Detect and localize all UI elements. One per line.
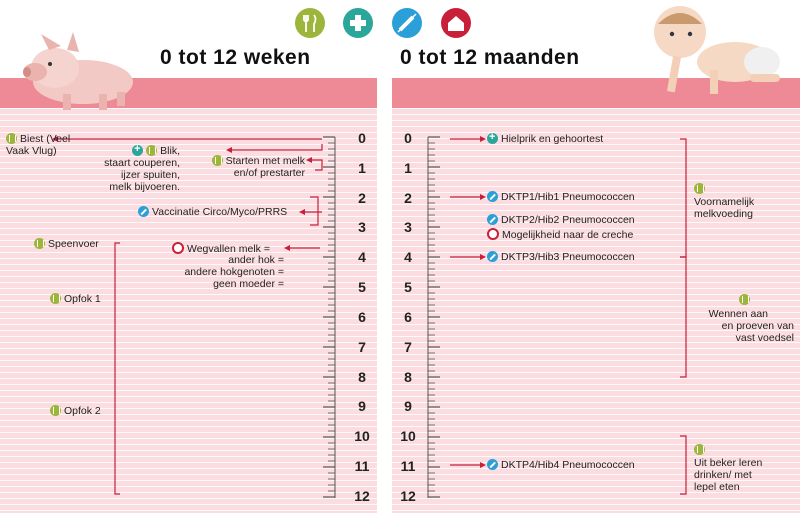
label-biest-2: Vaak Vlug) — [6, 145, 57, 157]
label-wegvallen: Wegvallen melk = — [172, 242, 270, 255]
syringe-icon — [487, 214, 498, 225]
scale-right-2: 2 — [404, 190, 412, 206]
scale-right-8: 8 — [404, 369, 412, 385]
fork-knife-icon — [50, 293, 61, 304]
scale-right-10: 10 — [400, 428, 416, 444]
syringe-icon — [487, 459, 498, 470]
label-vaccinatie: Vaccinatie Circo/Myco/PRRS — [138, 206, 287, 218]
label-starten: Starten met melk — [190, 155, 305, 167]
scale-right-9: 9 — [404, 398, 412, 414]
label-beker-2: drinken/ met — [694, 469, 752, 481]
house-icon — [172, 242, 184, 254]
fork-knife-icon — [50, 405, 61, 416]
label-wennen-2: en proeven van — [721, 320, 794, 332]
scale-left-12: 12 — [354, 488, 370, 504]
scale-right-7: 7 — [404, 339, 412, 355]
label-dktp3: DKTP3/Hib3 Pneumococcen — [487, 251, 635, 263]
label-hielprik: +Hielprik en gehoortest — [487, 133, 603, 145]
medical-cross-icon — [487, 133, 498, 144]
label-melkvoeding — [694, 183, 708, 195]
scale-left-11: 11 — [354, 458, 370, 474]
scale-right-12: 12 — [400, 488, 416, 504]
label-beker-1: Uit beker leren — [694, 457, 763, 469]
scale-right-11: 11 — [400, 458, 416, 474]
label-starten-2: en/of prestarter — [233, 167, 305, 179]
fork-knife-icon — [6, 133, 17, 144]
scale-left-5: 5 — [358, 279, 366, 295]
label-blik-3: ijzer spuiten, — [121, 169, 180, 181]
fork-knife-icon — [739, 294, 750, 305]
syringe-icon — [487, 251, 498, 262]
label-opfok-1: Opfok 1 — [50, 293, 101, 305]
scale-right-5: 5 — [404, 279, 412, 295]
fork-knife-icon — [694, 444, 705, 455]
label-dktp4: DKTP4/Hib4 Pneumococcen — [487, 459, 635, 471]
label-wennen — [690, 294, 790, 306]
label-opfok-2: Opfok 2 — [50, 405, 101, 417]
scale-left-1: 1 — [358, 160, 366, 176]
scale-left-0: 0 — [358, 130, 366, 146]
scale-right-1: 1 — [404, 160, 412, 176]
scale-right-3: 3 — [404, 219, 412, 235]
label-biest: Biest (Veel — [6, 133, 70, 145]
label-dktp1: DKTP1/Hib1 Pneumococcen — [487, 191, 635, 203]
medical-cross-icon — [132, 145, 143, 156]
fork-knife-icon — [212, 155, 223, 166]
title-left: 0 tot 12 weken — [160, 46, 311, 69]
syringe-icon — [138, 206, 149, 217]
label-wennen-1: Wennen aan — [708, 308, 768, 320]
title-right: 0 tot 12 maanden — [400, 46, 580, 69]
scale-left-7: 7 — [358, 339, 366, 355]
label-wennen-3: vast voedsel — [735, 332, 794, 344]
scale-left-9: 9 — [358, 398, 366, 414]
label-creche: Mogelijkheid naar de creche — [487, 228, 633, 241]
label-dktp2: DKTP2/Hib2 Pneumococcen — [487, 214, 635, 226]
label-wegvallen-3: andere hokgenoten = — [184, 266, 284, 278]
scale-left-8: 8 — [358, 369, 366, 385]
label-beker — [694, 444, 708, 456]
house-icon — [487, 228, 499, 240]
label-wegvallen-4: geen moeder = — [213, 278, 284, 290]
scale-right-4: 4 — [404, 249, 412, 265]
label-melkvoeding-2: melkvoeding — [694, 208, 753, 220]
scale-left-2: 2 — [358, 190, 366, 206]
scale-left-10: 10 — [354, 428, 370, 444]
scale-right-0: 0 — [404, 130, 412, 146]
scale-left-3: 3 — [358, 219, 366, 235]
syringe-icon — [487, 191, 498, 202]
scale-left-6: 6 — [358, 309, 366, 325]
label-blik-2: staart couperen, — [104, 157, 180, 169]
scale-right-6: 6 — [404, 309, 412, 325]
label-speenvoer: Speenvoer — [34, 238, 99, 250]
label-wegvallen-2: ander hok = — [228, 254, 284, 266]
fork-knife-icon — [34, 238, 45, 249]
label-beker-3: lepel eten — [694, 481, 740, 493]
label-blik: + Blik, — [108, 145, 180, 157]
fork-knife-icon — [146, 145, 157, 156]
scale-left-4: 4 — [358, 249, 366, 265]
label-blik-4: melk bijvoeren. — [109, 181, 180, 193]
label-melkvoeding-1: Voornamelijk — [694, 196, 755, 208]
fork-knife-icon — [694, 183, 705, 194]
